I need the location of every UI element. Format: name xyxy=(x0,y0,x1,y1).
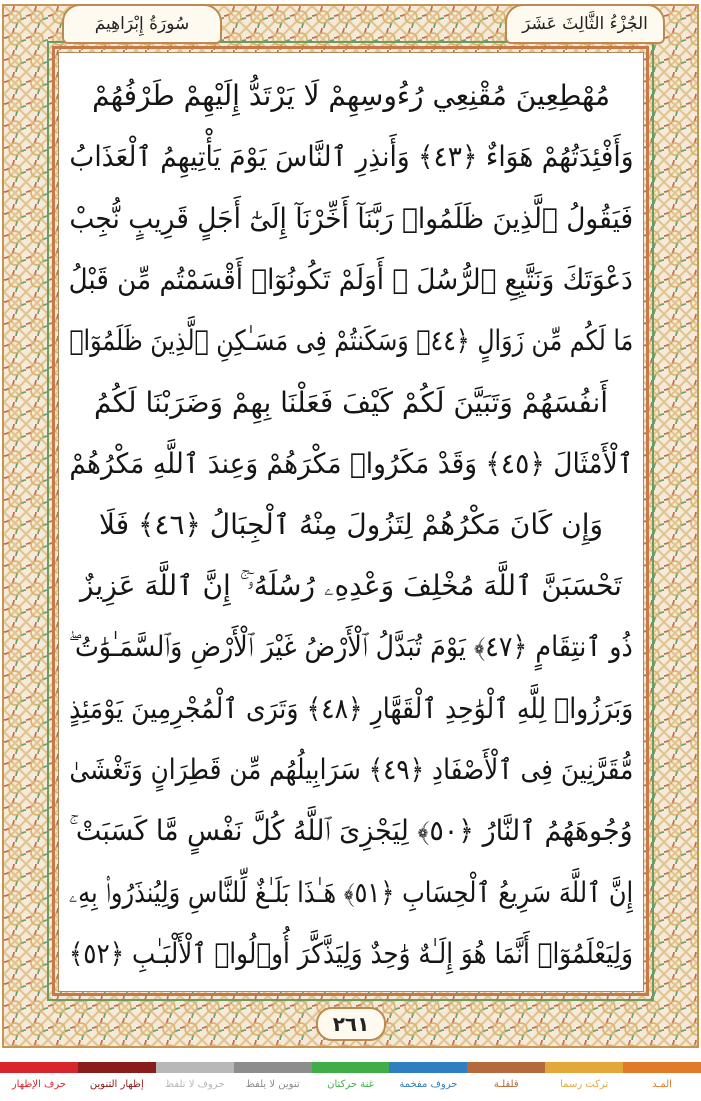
text-line: دَعْوَتَكَ وَنَتَّبِعِ ٱلرُّسُلَ ۗ أَوَلَمْ تَكُونُوٓا۟ أَقْسَمْتُم مِّن قَبْلُ xyxy=(69,263,633,297)
text-line: مَا لَكُم مِّن زَوَالٍ ﴿٤٤﴾ وَسَكَنتُمْ فِى مَسَـٰكِنِ ٱلَّذِينَ ظَلَمُوٓا۟ xyxy=(69,324,633,358)
legend-color-bar xyxy=(623,1062,701,1073)
text-line: فَيَقُولُ ٱلَّذِينَ ظَلَمُوا۟ رَبَّنَآ أَخِّرْنَآ إِلَىٰٓ أَجَلٍ قَرِيبٍ نُّجِبْ xyxy=(69,201,633,235)
text-line: ٱلْأَمْثَالَ ﴿٤٥﴾ وَقَدْ مَكَرُوا۟ مَكْرَهُمْ وَعِندَ ٱللَّهِ مَكْرُهُمْ xyxy=(69,446,633,480)
text-line: إِنَّ ٱللَّهَ سَرِيعُ ٱلْحِسَابِ ﴿٥١﴾ هَـٰذَا بَلَـٰغٌ لِّلنَّاسِ وَلِيُنذَرُوا۟ بِهِۦ xyxy=(69,875,633,909)
legend-color-bar xyxy=(312,1062,390,1073)
verse-lines xyxy=(69,65,633,984)
text-line: مُهْطِعِينَ مُقْنِعِي رُءُوسِهِمْ لَا يَرْتَدُّ إِلَيْهِمْ طَرْفُهُمْ xyxy=(92,79,610,113)
text-line: ذُو ٱنتِقَامٍ ﴿٤٧﴾ يَوْمَ تُبَدَّلُ ٱلْأَرْضُ غَيْرَ ٱلْأَرْضِ وَٱلسَّمَـٰوَٰتُ ۖ xyxy=(69,630,633,664)
legend-label: غنة حركتان xyxy=(327,1079,374,1090)
legend-item xyxy=(545,1062,623,1101)
legend-label: حروف مفخمة xyxy=(399,1079,458,1090)
text-line: أَنفُسَهُمْ وَتَبَيَّنَ لَكُمْ كَيْفَ فَعَلْنَا بِهِمْ وَضَرَبْنَا لَكُمُ xyxy=(93,385,609,419)
legend-item xyxy=(467,1062,545,1101)
legend-item xyxy=(156,1062,234,1101)
legend-item xyxy=(623,1062,701,1101)
page-number: ٢٦١ xyxy=(316,1007,386,1041)
text-line: وَلِيَعْلَمُوٓا۟ أَنَّمَا هُوَ إِلَـٰهٌ وَٰحِدٌ وَلِيَذَّكَّرَ أُو۟لُوا۟ ٱلْأَلْبَـٰبِ ﴿٥٢﴾ xyxy=(69,937,633,971)
legend-color-bar xyxy=(0,1062,78,1073)
legend-color-bar xyxy=(389,1062,467,1073)
legend-label: تنوين لا يلفظ xyxy=(245,1079,300,1090)
legend-color-bar xyxy=(234,1062,312,1073)
legend-label: تركت رسما xyxy=(560,1079,609,1090)
text-line: وُجُوهَهُمُ ٱلنَّارُ ﴿٥٠﴾ لِيَجْزِىَ ٱللَّهُ كُلَّ نَفْسٍ مَّا كَسَبَتْ ۚ xyxy=(69,814,633,848)
text-line: تَحْسَبَنَّ ٱللَّهَ مُخْلِفَ وَعْدِهِۦ رُسُلَهُۥٓ ۚ إِنَّ ٱللَّهَ عَزِيزٌ xyxy=(80,569,622,603)
legend-item xyxy=(234,1062,312,1101)
legend-label: إظهار التنوين xyxy=(89,1079,144,1090)
text-line: وَأَفْئِدَتُهُمْ هَوَاءٌ ﴿٤٣﴾ وَأَنذِرِ ٱلنَّاسَ يَوْمَ يَأْتِيهِمُ ٱلْعَذَابُ xyxy=(69,140,633,174)
surah-label: سُورَةُ إِبْرَاهِيمَ xyxy=(62,4,222,44)
legend-color-bar xyxy=(545,1062,623,1073)
legend-item xyxy=(312,1062,390,1101)
text-line: وَإِن كَانَ مَكْرُهُمْ لِتَزُولَ مِنْهُ ٱلْجِبَالُ ﴿٤٦﴾ فَلَا xyxy=(99,508,603,542)
legend-item xyxy=(0,1062,78,1101)
tajweed-legend xyxy=(0,1062,701,1101)
text-panel xyxy=(58,52,644,992)
text-line: وَبَرَزُوا۟ لِلَّهِ ٱلْوَٰحِدِ ٱلْقَهَّارِ ﴿٤٨﴾ وَتَرَى ٱلْمُجْرِمِينَ يَوْمَئِذٍ xyxy=(69,692,633,726)
legend-label: قلقلـة xyxy=(493,1079,519,1090)
legend-label: حروف لا تلفظ xyxy=(164,1079,225,1090)
legend-label: المـد xyxy=(652,1079,672,1090)
legend-label: حرف الإظهار xyxy=(11,1079,67,1090)
legend-item xyxy=(78,1062,156,1101)
legend-color-bar xyxy=(78,1062,156,1073)
juz-label: الجُزْءُ الثَّالِثَ عَشَرَ xyxy=(505,4,665,44)
legend-color-bar xyxy=(467,1062,545,1073)
legend-item xyxy=(389,1062,467,1101)
text-line: مُّقَرَّنِينَ فِى ٱلْأَصْفَادِ ﴿٤٩﴾ سَرَابِيلُهُم مِّن قَطِرَانٍ وَتَغْشَىٰ xyxy=(69,753,633,787)
legend-color-bar xyxy=(156,1062,234,1073)
